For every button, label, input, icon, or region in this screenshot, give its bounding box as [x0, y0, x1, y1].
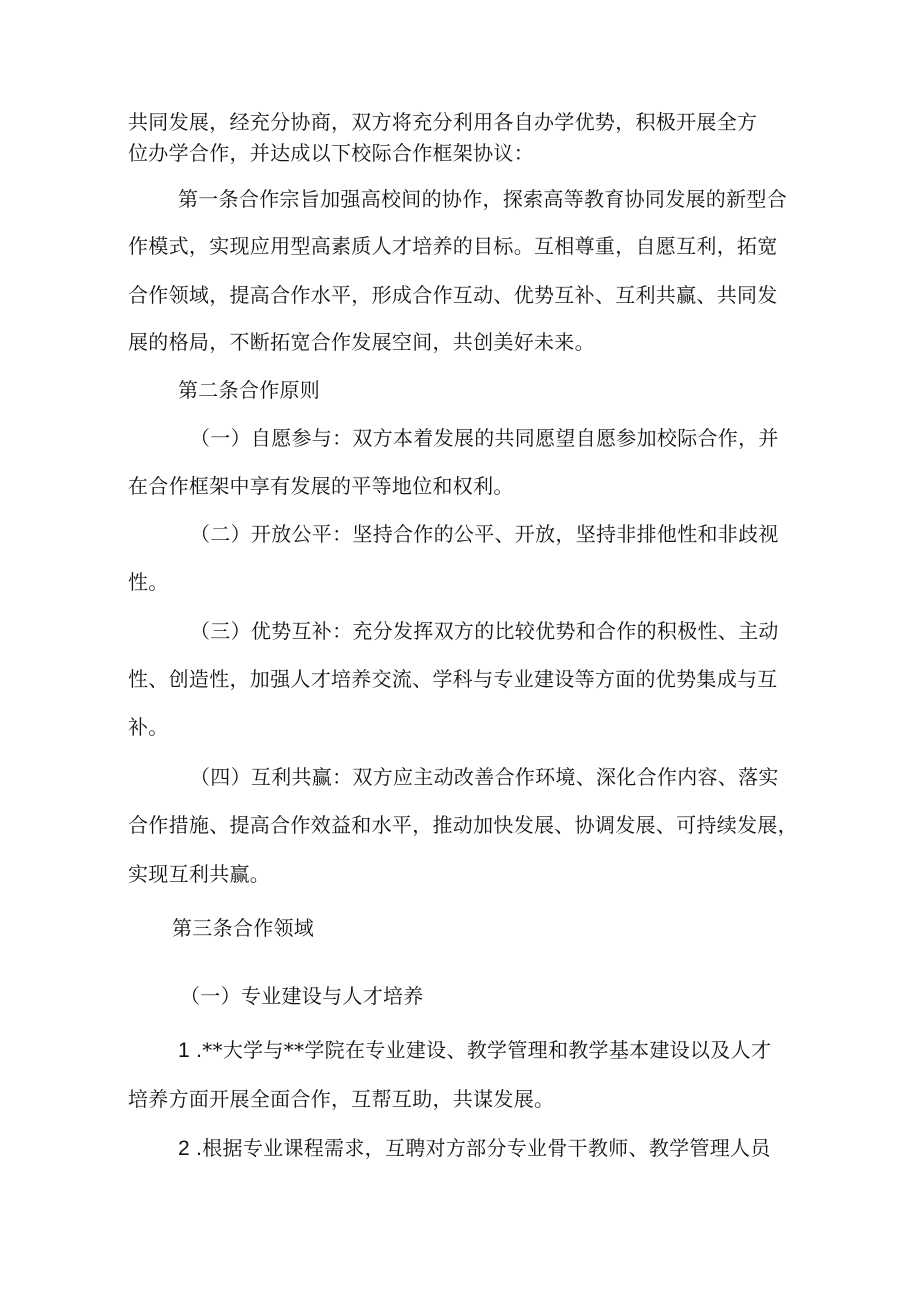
- paragraph-line: 补。: [128, 715, 169, 739]
- paragraph-line: 实现互利共赢。: [128, 862, 271, 886]
- item-number: 1 .: [178, 1039, 203, 1062]
- item-number: 2 .: [178, 1137, 203, 1160]
- article-1-heading-line: 第一条合作宗旨加强高校间的协作，探索高等教育协同发展的新型合: [178, 187, 787, 211]
- clause-line: （三）优势互补：充分发挥双方的比较优势和合作的积极性、主动: [190, 619, 779, 643]
- paragraph-line: 展的格局，不断拓宽合作发展空间，共创美好未来。: [128, 330, 595, 354]
- numbered-item-line: [178, 1136, 771, 1161]
- paragraph-line: 合作领域，提高合作水平，形成合作互动、优势互补、互利共赢、共同发: [128, 283, 778, 307]
- paragraph-line: 性。: [128, 570, 169, 594]
- article-3-heading: 第三条合作领域: [172, 916, 315, 940]
- sub-clause-heading: （一）专业建设与人才培养: [180, 984, 424, 1008]
- paragraph-line: 位办学合作，并达成以下校际合作框架协议：: [128, 141, 534, 165]
- article-2-heading: 第二条合作原则: [178, 378, 321, 402]
- paragraph-line: 在合作框架中享有发展的平等地位和权利。: [128, 474, 514, 498]
- clause-line: （二）开放公平：坚持合作的公平、开放，坚持非排他性和非歧视: [190, 522, 779, 546]
- paragraph-line: 合作措施、提高合作效益和水平，推动加快发展、协调发展、可持续发展，: [128, 813, 798, 837]
- paragraph-line: 培养方面开展全面合作，互帮互助，共谋发展。: [128, 1087, 555, 1111]
- paragraph-line: 共同发展，经充分协商，双方将充分利用各自办学优势，积极开展全方: [128, 110, 758, 134]
- numbered-item-line: [178, 1038, 771, 1063]
- paragraph-line: 性、创造性，加强人才培养交流、学科与专业建设等方面的优势集成与互: [128, 667, 778, 691]
- item-text: 根据专业课程需求，互聘对方部分专业骨干教师、教学管理人员: [202, 1136, 771, 1160]
- clause-line: （四）互利共赢：双方应主动改善合作环境、深化合作内容、落实: [190, 765, 779, 789]
- paragraph-line: 作模式，实现应用型高素质人才培养的目标。互相尊重，自愿互利，拓宽: [128, 234, 778, 258]
- item-text: **大学与**学院在专业建设、教学管理和教学基本建设以及人才: [202, 1038, 772, 1062]
- clause-line: （一）自愿参与：双方本着发展的共同愿望自愿参加校际合作，并: [190, 426, 779, 450]
